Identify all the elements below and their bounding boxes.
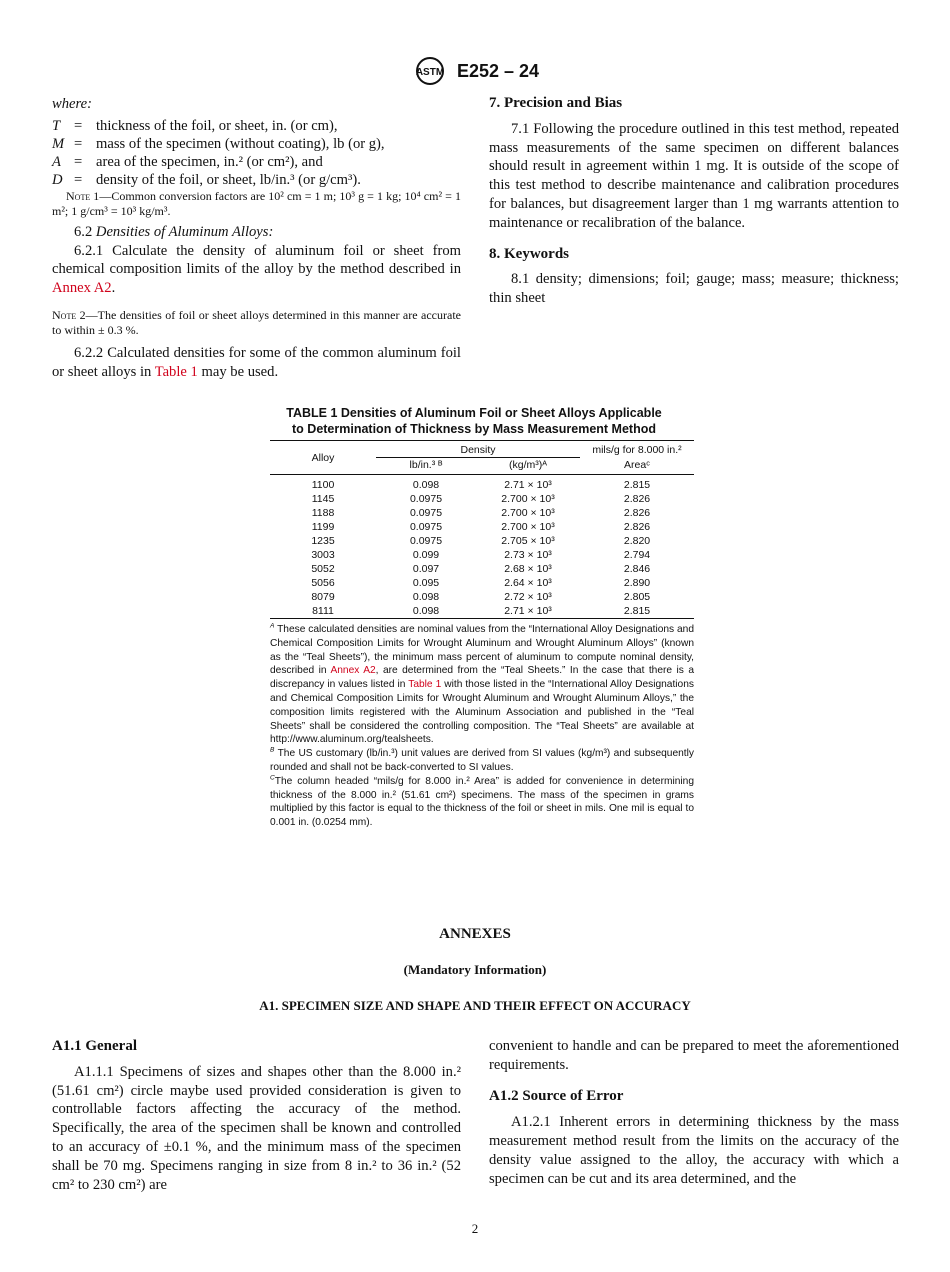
a1-2-1: A1.2.1 Inherent errors in determining thickness by the mass measurement method result from the limits on the accuracy of the density value assigned to the alloy, the accuracy with which a specimen can be cut and its area determined, and the (489, 1114, 899, 1187)
cell-alloy: 8079 (311, 591, 335, 603)
table-title: TABLE 1 Densities of Aluminum Foil or Sheet Alloys Applicable to Determination of Thickness by Mass Measurement Method (286, 406, 662, 436)
variable-list (52, 117, 461, 189)
where-label: where: (52, 96, 92, 112)
section-7-heading: 7. Precision and Bias (489, 95, 623, 111)
density-table (270, 440, 694, 830)
section-6-2-2: 6.2.2 Calculated densities for some of the common aluminum foil or sheet alloys in Table 1 may be used. (52, 344, 461, 380)
header-mils: mils/g for 8.000 in.² (592, 444, 682, 457)
cell-mils: 2.890 (623, 577, 651, 589)
cell-mils: 2.826 (623, 493, 651, 505)
table-row (270, 475, 694, 493)
cell-lb: 0.098 (412, 605, 440, 617)
cell-kg: 2.72 × 10³ (504, 591, 552, 603)
cell-alloy: 3003 (311, 549, 335, 561)
note-2: Note 2—The densities of foil or sheet alloys determined in this manner are accurate to within ± 0.3 %. (52, 307, 461, 337)
annex-left-column (52, 1037, 461, 1194)
cell-lb: 0.0975 (409, 521, 443, 533)
astm-logo (411, 56, 449, 86)
cell-kg: 2.700 × 10³ (501, 507, 555, 519)
footnote-b: $^B$ The US customary (lb/in.³) unit values are derived from SI values (kg/m³) and subsequently rounded and shall not be back-converted to SI values. (270, 746, 694, 773)
section-8-1: 8.1 density; dimensions; foil; gauge; mass; measure; thickness; thin sheet (489, 271, 899, 307)
annex-a1-heading: A1. SPECIMEN SIZE AND SHAPE AND THEIR EFFECT ON ACCURACY (259, 998, 691, 1013)
cell-lb: 0.098 (412, 479, 440, 491)
page-number: 2 (471, 1221, 479, 1236)
table-body (270, 475, 694, 619)
cell-mils: 2.815 (623, 605, 651, 617)
cell-lb: 0.097 (412, 563, 440, 575)
cell-alloy: 1235 (311, 535, 335, 547)
table-row (270, 492, 694, 506)
var-symbol: T (52, 117, 61, 134)
a1-2-heading: A1.2 Source of Error (489, 1087, 624, 1104)
annex-a2-link[interactable]: Annex A2 (52, 280, 112, 297)
cell-mils: 2.815 (623, 479, 651, 491)
table-footnotes (270, 623, 694, 830)
cell-lb: 0.0975 (409, 535, 443, 547)
cell-lb: 0.099 (412, 549, 440, 561)
page-header (0, 56, 950, 86)
var-def: density of the foil, or sheet, lb/in.³ (or g/cm³). (96, 171, 361, 188)
cell-alloy: 1100 (311, 479, 335, 491)
cell-mils: 2.826 (623, 507, 651, 519)
cell-kg: 2.700 × 10³ (501, 521, 555, 533)
header-area: Areaᶜ (624, 458, 650, 471)
var-eq: = (74, 135, 83, 152)
left-column (52, 95, 461, 382)
section-6-2: 6.2 Densities of Aluminum Alloys: (74, 223, 274, 240)
table-row (270, 562, 694, 576)
cell-alloy: 5056 (311, 577, 335, 589)
header-density: Density (376, 441, 580, 458)
header-kg: (kg/m³)ᴬ (508, 459, 547, 471)
annex-a2-link[interactable]: Annex A2 (330, 665, 376, 677)
var-symbol: A (52, 153, 61, 170)
footnote-a: $^A$ These calculated densities are nominal values from the “International Alloy Designations and Chemical Composition Limits for Wrought Aluminum and Wrought Aluminum Alloys” (known as the “Teal Sheets”), the minimum mass percent of aluminum to compute nominal density, described in Annex A2, are determined from the “Teal Sheets.” In the case that there is a discrepancy in values listed in Table 1 with those listed in the “International Alloy Designations and Chemical Composition Limits for Wrought Aluminum and Wrought Aluminum Alloys,” the composition limits registered with the Aluminum Association and published in the “Teal Sheets” shall be considered the controlling composition. The “Teal Sheets” are available at http://www.aluminum.org/tealsheets. (270, 622, 694, 746)
section-6-2-1: 6.2.1 Calculate the density of aluminum foil or sheet from chemical composition limits of the alloy by the method described in Annex A2. (52, 242, 461, 297)
table-row (270, 506, 694, 520)
cell-mils: 2.820 (623, 535, 651, 547)
cell-lb: 0.0975 (409, 507, 443, 519)
cell-kg: 2.71 × 10³ (504, 479, 552, 491)
var-symbol: M (52, 135, 65, 152)
table-row (270, 520, 694, 534)
standard-designation: E252 – 24 (456, 60, 540, 81)
a1-1-1: A1.1.1 Specimens of sizes and shapes other than the 8.000 in.² (51.61 cm²) circle maybe used provided consideration is given to controllable factors affecting the accuracy of the method. Specifically, the area of the specimen shall be known and controlled to an accuracy of ±0.1 %, and the minimum mass of the specimen shall be 70 mg. Specimens ranging in size from 8 in.² to 36 in.² (52 cm² to 230 cm²) are (52, 1063, 461, 1193)
cell-kg: 2.73 × 10³ (504, 549, 552, 561)
a1-1-heading: A1.1 General (52, 1038, 137, 1054)
cell-alloy: 1188 (311, 507, 335, 519)
annex-right-column (489, 1037, 899, 1189)
var-def: area of the specimen, in.² (or cm²), and (96, 153, 323, 170)
table-row (270, 576, 694, 590)
table-row (270, 604, 694, 618)
cell-alloy: 1145 (311, 493, 335, 505)
cell-alloy: 5052 (311, 563, 335, 575)
cell-mils: 2.826 (623, 521, 651, 533)
cell-kg: 2.71 × 10³ (504, 605, 552, 617)
cell-lb: 0.0975 (409, 493, 443, 505)
cell-kg: 2.705 × 10³ (501, 535, 555, 547)
table-1-link[interactable]: Table 1 (408, 679, 442, 691)
a1-1-1-continued: convenient to handle and can be prepared to meet the aforementioned requirements. (489, 1038, 899, 1073)
var-eq: = (74, 117, 83, 134)
mandatory-info: (Mandatory Information) (403, 962, 547, 977)
cell-kg: 2.700 × 10³ (501, 493, 555, 505)
cell-lb: 0.095 (412, 577, 440, 589)
cell-alloy: 1199 (311, 521, 335, 533)
section-8-heading: 8. Keywords (489, 245, 569, 262)
var-eq: = (74, 171, 83, 188)
footnote-c: $^C$The column headed “mils/g for 8.000 in.² Area” is added for convenience in determining thickness of the 8.000 in.² (51.61 cm²) specimens. The mass of the specimen in grams multiplied by this factor is equal to the thickness of the foil or sheet in mils. One mil is equal to 0.001 in. (0.0254 mm). (270, 774, 694, 829)
header-lb: lb/in.³ ᴮ (409, 459, 443, 471)
section-7-1: 7.1 Following the procedure outlined in this test method, repeated mass measurements of the same specimen on different balances should result in agreement within 1 mg. It is outside of the scope of this test method to describe maintenance and calibration procedures for balances, but disagreement larger than 1 mg warrants attention to maintenance or recalibration of the balance. (489, 120, 899, 231)
header-alloy: Alloy (311, 451, 335, 464)
var-def: mass of the specimen (without coating), lb (or g), (96, 135, 385, 152)
var-eq: = (74, 153, 83, 170)
cell-alloy: 8111 (312, 605, 334, 617)
cell-kg: 2.64 × 10³ (504, 577, 552, 589)
right-column (489, 94, 899, 308)
cell-mils: 2.846 (623, 563, 651, 575)
table-row (270, 590, 694, 604)
annexes-heading: ANNEXES (439, 926, 511, 942)
var-def: thickness of the foil, or sheet, in. (or cm), (96, 117, 338, 134)
cell-kg: 2.68 × 10³ (504, 563, 552, 575)
svg-text:ASTM: ASTM (415, 67, 445, 78)
var-symbol: D (52, 171, 63, 188)
table-row (270, 534, 694, 548)
cell-mils: 2.805 (623, 591, 651, 603)
table-1-link[interactable]: Table 1 (154, 363, 198, 380)
cell-lb: 0.098 (412, 591, 440, 603)
table-row (270, 548, 694, 562)
cell-mils: 2.794 (623, 549, 651, 561)
note-1: Note 1—Common conversion factors are 10² cm = 1 m; 10³ g = 1 kg; 10⁴ cm² = 1 m²; 1 g/cm³ = 10³ kg/m³. (52, 188, 461, 218)
